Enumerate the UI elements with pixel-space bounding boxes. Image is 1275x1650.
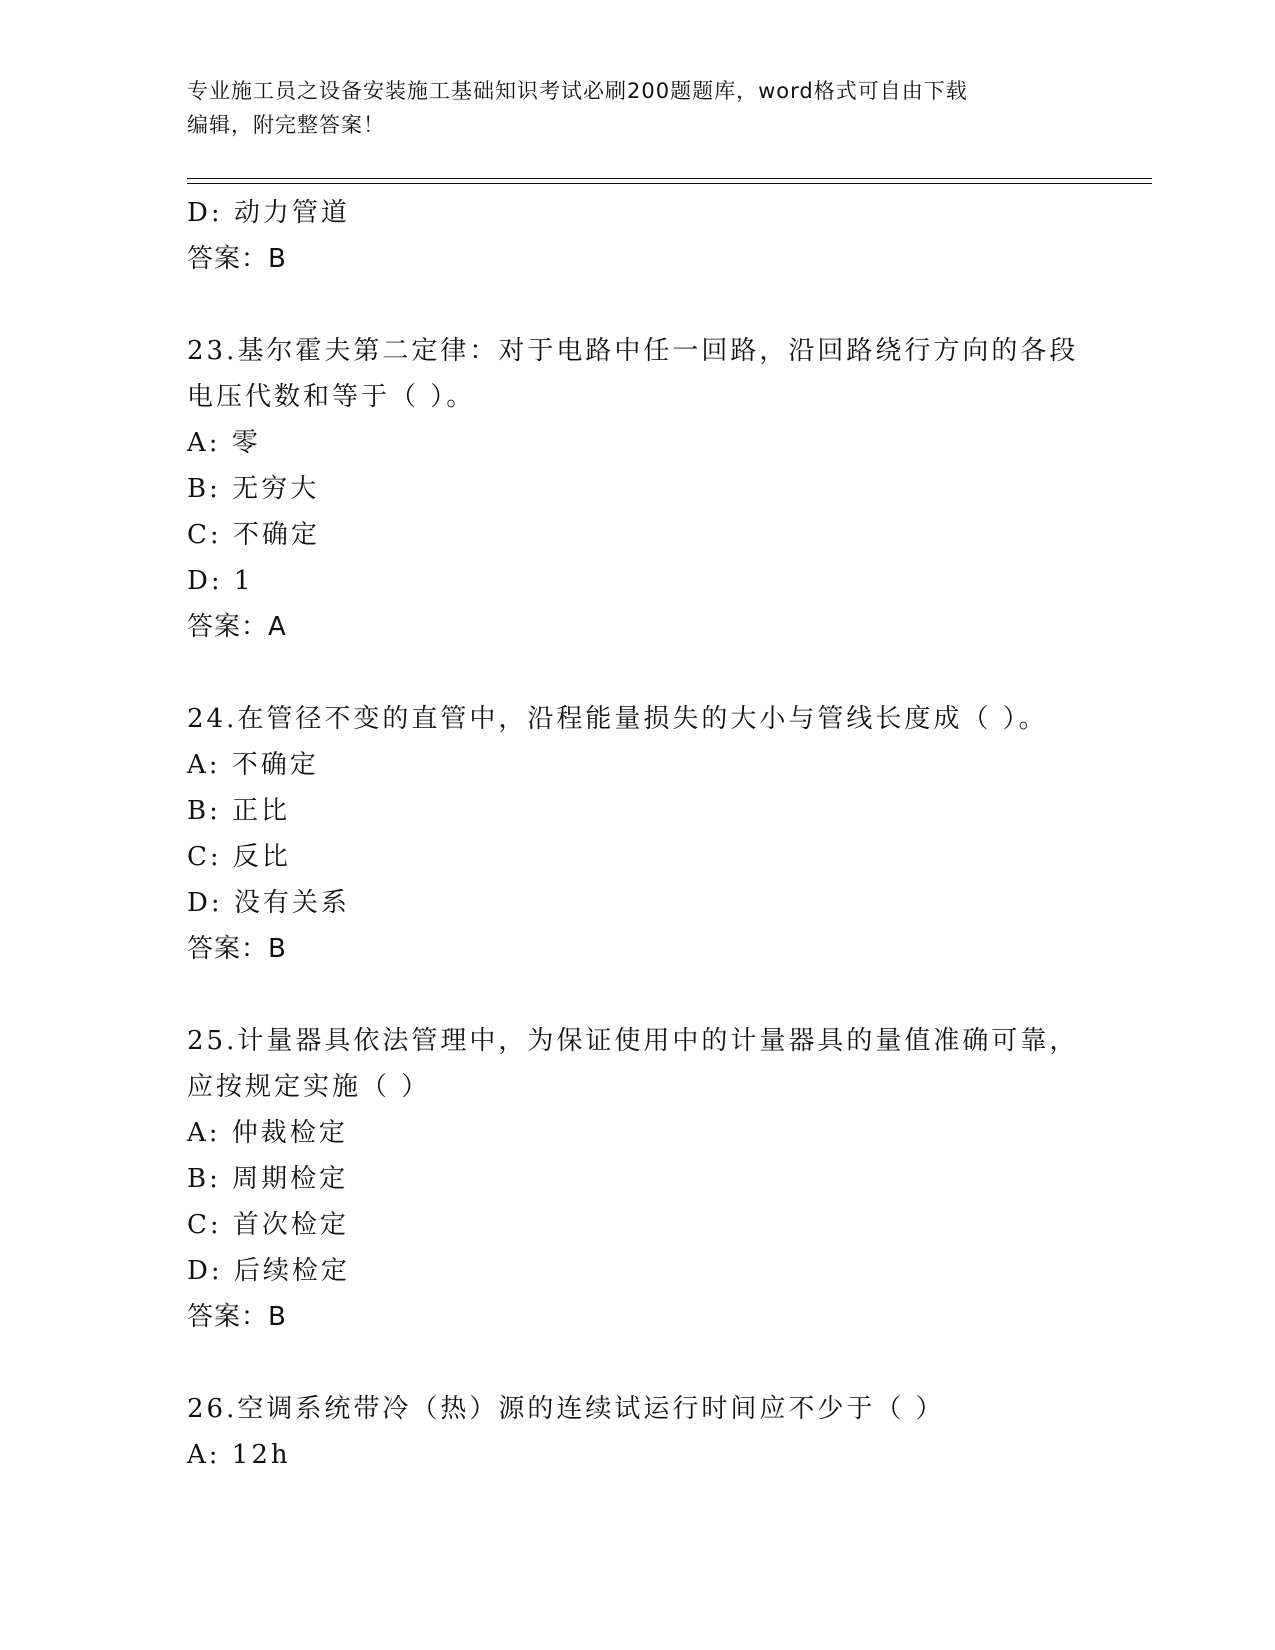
option-b: B: 无穷大 — [187, 474, 320, 504]
option-b: B: 正比 — [187, 796, 291, 826]
question-stem-line: 25.计量器具依法管理中，为保证使用中的计量器具的量值准确可靠， — [187, 1026, 1079, 1056]
answer-line: 答案：B — [187, 244, 287, 274]
option-d: D: 1 — [187, 566, 254, 596]
option-d: D: 动力管道 — [187, 198, 350, 228]
option-a: A: 12h — [187, 1440, 291, 1470]
option-a: A: 仲裁检定 — [187, 1118, 348, 1148]
question-23 — [187, 328, 1087, 650]
question-stem-line: 应按规定实施（ ） — [187, 1072, 431, 1102]
option-d: D: 没有关系 — [187, 888, 350, 918]
question-stem-line: 电压代数和等于（ ）。 — [187, 382, 476, 412]
question-25 — [187, 1018, 1087, 1340]
header-divider-bottom — [187, 183, 1152, 184]
question-spacer — [187, 282, 1087, 328]
answer-line: 答案：B — [187, 934, 287, 964]
document-header — [187, 74, 1067, 142]
question-26 — [187, 1386, 1087, 1478]
answer-line: 答案：A — [187, 612, 287, 642]
question-spacer — [187, 650, 1087, 696]
header-title-line-2: 编辑，附完整答案！ — [187, 113, 385, 137]
header-title-line-1: 专业施工员之设备安装施工基础知识考试必刷200题题库，word格式可自由下载 — [187, 79, 968, 103]
option-a: A: 零 — [187, 428, 261, 458]
option-d: D: 后续检定 — [187, 1256, 350, 1286]
question-stem-line: 24.在管径不变的直管中，沿程能量损失的大小与管线长度成（ ）。 — [187, 704, 1048, 734]
question-stem-line: 23.基尔霍夫第二定律：对于电路中任一回路，沿回路绕行方向的各段 — [187, 336, 1079, 366]
option-c: C: 首次检定 — [187, 1210, 349, 1240]
option-a: A: 不确定 — [187, 750, 319, 780]
question-stem-line: 26.空调系统带冷（热）源的连续试运行时间应不少于（ ） — [187, 1394, 945, 1424]
header-divider-top — [187, 178, 1152, 179]
question-list — [187, 190, 1087, 1478]
question-spacer — [187, 1340, 1087, 1386]
option-b: B: 周期检定 — [187, 1164, 349, 1194]
option-c: C: 不确定 — [187, 520, 320, 550]
answer-line: 答案：B — [187, 1302, 287, 1332]
previous-question-tail — [187, 190, 1087, 282]
question-24 — [187, 696, 1087, 972]
question-spacer — [187, 972, 1087, 1018]
option-c: C: 反比 — [187, 842, 291, 872]
